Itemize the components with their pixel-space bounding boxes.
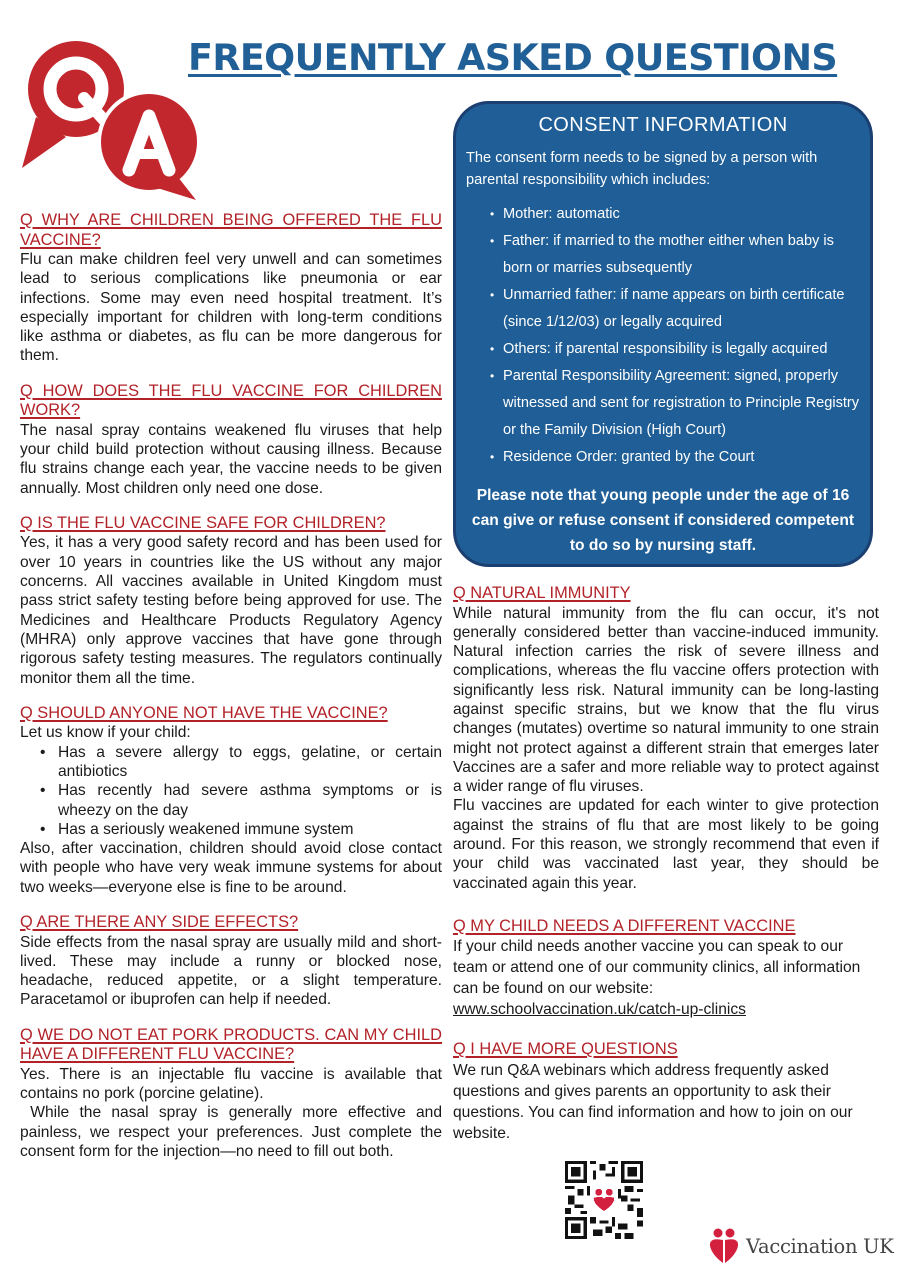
answer-text: Side effects from the nasal spray are usually mild and short-lived. These may include a runny or blocked nose, headache, reduced appetite, or a slight temperature. Paracetamol or ibuprofen can help if needed.	[20, 933, 442, 1009]
answer-text: If your child needs another vaccine you can speak to our team or attend one of our community clinics, all information can be found on our website:	[453, 938, 861, 998]
question-heading: Q WE DO NOT EAT PORK PRODUCTS. CAN MY CHILD HAVE A DIFFERENT FLU VACCINE?	[20, 1025, 442, 1064]
consent-item: • Parental Responsibility Agreement: signed, properly witnessed and sent for registration to Principle Registry or the Family Division (High Court)	[490, 363, 860, 444]
qa-bubbles-logo	[14, 22, 204, 202]
faq-right-column	[453, 584, 879, 1160]
brand-name: Vaccination UK	[746, 1234, 894, 1258]
faq-side-effects	[20, 913, 442, 1010]
a-bubble-icon	[99, 92, 199, 200]
faq-pork-products	[20, 1025, 447, 1161]
consent-item: • Residence Order: granted by the Court	[490, 444, 860, 471]
question-heading: Q ARE THERE ANY SIDE EFFECTS?	[20, 913, 299, 932]
faq-how-works	[20, 382, 442, 498]
faq-more-questions	[453, 1040, 879, 1144]
list-item: • Has recently had severe asthma symptoms or is wheezy on the day	[44, 781, 442, 820]
faq-left-column	[20, 211, 447, 1177]
list-item: • Has a severe allergy to eggs, gelatine, or certain antibiotics	[44, 743, 442, 782]
question-heading: Q I HAVE MORE QUESTIONS	[453, 1040, 678, 1059]
consent-title: CONSENT INFORMATION	[538, 114, 788, 136]
question-heading: Q SHOULD ANYONE NOT HAVE THE VACCINE?	[20, 703, 388, 722]
faq-who-should-not	[20, 704, 442, 897]
consent-intro: The consent form needs to be signed by a person with parental responsibility which includes:	[466, 150, 818, 188]
contraindication-list	[20, 743, 442, 839]
vaccination-uk-logo	[708, 1228, 894, 1264]
question-heading: Q MY CHILD NEEDS A DIFFERENT VACCINE	[453, 916, 796, 935]
faq-why-offered	[20, 211, 442, 366]
answer-text: We run Q&A webinars which address frequently asked questions and gives parents an opportunity to ask their questions. You can find information and how to join on our website.	[453, 1061, 853, 1142]
consent-information-box	[453, 101, 873, 567]
faq-different-vaccine	[453, 917, 879, 1021]
consent-note: Please note that young people under the age of 16 can give or refuse consent if considered competent to do so by nursing staff.	[471, 487, 855, 554]
consent-list	[466, 201, 860, 471]
question-heading: Q WHY ARE CHILDREN BEING OFFERED THE FLU VACCINE?	[20, 211, 442, 249]
answer-text: While natural immunity from the flu can occur, it's not generally considered better than vaccine-induced immunity. Natural infection carries the risk of severe illness and complications, whereas the flu vaccine offers protection with significantly less risk. Natural immunity can be long-lasting against specific strains, but we know that the flu virus changes (mutates) overtime so natural immunity to one strain might not protect against a different strain that emerges later Vaccines are a safer and more reliable way to protect against a wider range of flu viruses.	[453, 604, 879, 796]
answer-text: Flu can make children feel very unwell and can sometimes lead to serious complications like pneumonia or ear infections. Some may even need hospital treatment. It’s especially important for children with long-term conditions like asthma or diabetes, as flu can be more dangerous for them.	[20, 251, 442, 365]
consent-item: • Unmarried father: if name appears on birth certificate (since 1/12/03) or legally acquired	[490, 282, 860, 336]
page-title: FREQUENTLY ASKED QUESTIONS	[188, 36, 838, 79]
answer-text: Yes. There is an injectable flu vaccine is available that contains no pork (porcine gelatine).	[20, 1065, 442, 1102]
answer-text: Yes, it has a very good safety record and has been used for over 10 years in countries like the US without any major concerns. All vaccines available in United Kingdom must pass strict safety testing before being approved for use. The Medicines and Healthcare Products Regulatory Agency (MHRA) only approve vaccines that have gone through rigorous safety testing measures. The regulators continually monitor them all the time.	[20, 534, 442, 687]
answer-intro: Let us know if your child:	[20, 724, 191, 742]
faq-is-safe	[20, 514, 442, 688]
question-heading: Q NATURAL IMMUNITY	[453, 584, 631, 602]
consent-item: • Mother: automatic	[490, 201, 860, 228]
answer-text: Also, after vaccination, children should avoid close contact with people who have very weak immune systems for about two weeks—everyone else is fine to be around.	[20, 840, 442, 896]
question-heading: Q IS THE FLU VACCINE SAFE FOR CHILDREN?	[20, 513, 386, 532]
answer-text: The nasal spray contains weakened flu viruses that help your child build protection without causing illness. Because flu strains change each year, the vaccine needs to be given annually. Most children only need one dose.	[20, 421, 442, 497]
qr-code-icon[interactable]	[565, 1160, 643, 1240]
list-item: • Has a seriously weakened immune system	[44, 820, 442, 839]
consent-item: • Others: if parental responsibility is legally acquired	[490, 336, 860, 363]
catch-up-clinics-link[interactable]: www.schoolvaccination.uk/catch-up-clinics	[453, 1001, 746, 1019]
faq-natural-immunity	[453, 584, 879, 893]
answer-text-2: Flu vaccines are updated for each winter to give protection against the strains of flu that are most likely to be going around. For this reason, we strongly recommend that even if your child was vaccinated last year, they should be vaccinated again this year.	[453, 797, 879, 892]
heart-people-icon	[708, 1228, 740, 1264]
question-heading: Q HOW DOES THE FLU VACCINE FOR CHILDREN WORK?	[20, 381, 442, 420]
consent-item: • Father: if married to the mother either when baby is born or marries subsequently	[490, 228, 860, 282]
answer-text-2: While the nasal spray is generally more effective and painless, we respect your preferences. Just complete the consent form for the injection—no need to fill out both.	[20, 1104, 447, 1160]
